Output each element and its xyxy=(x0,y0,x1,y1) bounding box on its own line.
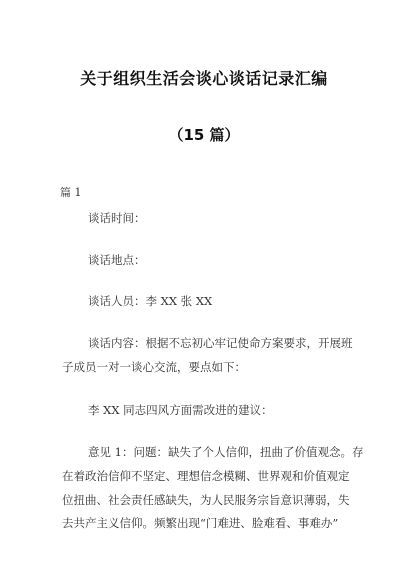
opinion-line-1: 意见 1：问题：缺失了个人信仰，扭曲了价值观念。存 xyxy=(88,445,364,459)
talk-time-line: 谈话时间： xyxy=(88,211,146,225)
talk-content-line-2: 子成员一对一谈心交流，要点如下： xyxy=(62,360,246,374)
opinion-line-3: 位扭曲、社会责任感缺失，为人民服务宗旨意识薄弱，失 xyxy=(62,493,350,507)
opinion-line-4: 去共产主义信仰。频繁出现“门难进、脸难看、事难办” xyxy=(62,516,339,530)
talk-people-line: 谈话人员：李 XX 张 XX xyxy=(88,294,213,308)
chapter-label: 篇 1 xyxy=(60,186,82,199)
li-suggestion-heading: 李 XX 同志四风方面需改进的建议： xyxy=(88,403,273,417)
talk-content-line-1: 谈话内容：根据不忘初心牢记使命方案要求，开展班 xyxy=(88,336,353,350)
document-title: 关于组织生活会谈心谈话记录汇编 xyxy=(80,69,328,88)
opinion-line-2: 在着政治信仰不坚定、理想信念模糊、世界观和价值观定 xyxy=(62,469,350,483)
document-subtitle: （15 篇） xyxy=(168,126,240,144)
talk-place-line: 谈话地点： xyxy=(88,253,146,267)
